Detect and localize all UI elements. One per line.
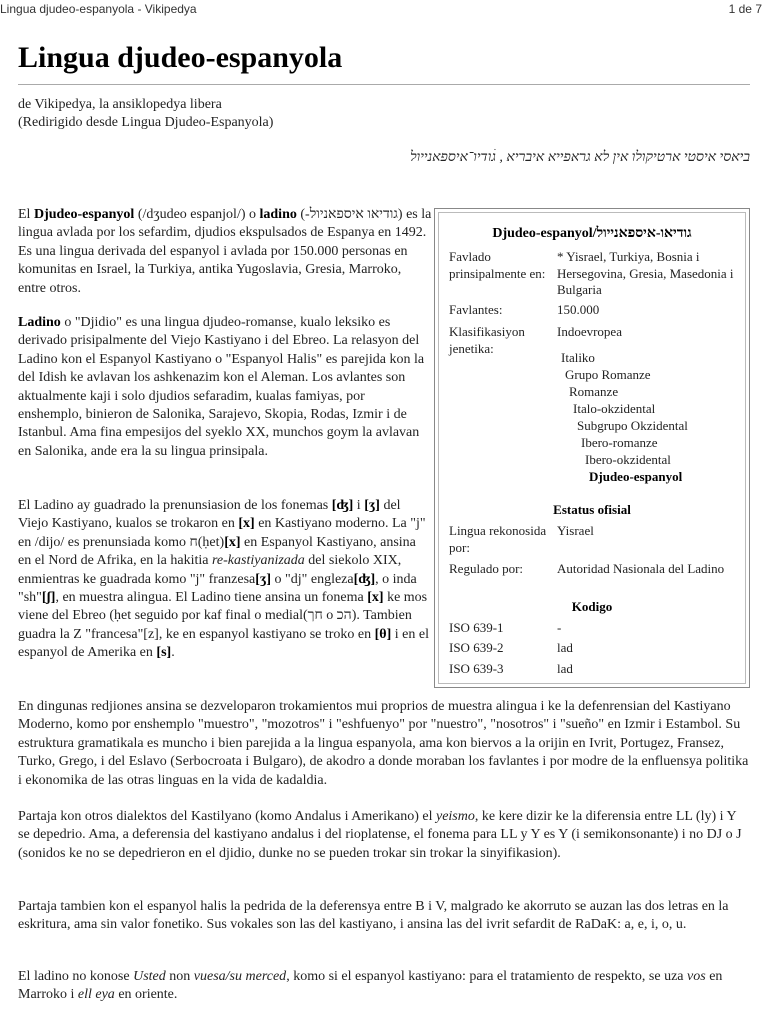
text: non (165, 969, 194, 984)
print-header-page: 1 de 7 (728, 2, 762, 16)
paragraph-yeismo (18, 808, 750, 863)
title-divider (18, 84, 750, 85)
tree-node: Grupo Romanze (565, 367, 651, 382)
phoneme: [θ] (374, 626, 392, 642)
term-djudeo-espanyol: Djudeo-espanyol (33, 207, 135, 222)
emphasis: vuesa/su merced (193, 969, 287, 984)
language-infobox (434, 208, 750, 688)
infobox-title: Djudeo-espanyol/גודיאו-איספאנייול (492, 226, 692, 241)
text: o "dj" engleza (271, 571, 354, 587)
tree-node: Subgrupo Okzidental (577, 418, 688, 433)
iso3-label: ISO 639-3 (449, 661, 504, 676)
text: en Kastiyano moderno. La "j" en /dijo/ es prenunsiada komo ח(ḥet) (18, 516, 426, 550)
text: i (353, 498, 365, 513)
favlantes-value: 150.000 (557, 302, 600, 317)
regulado-label: Regulado por: (449, 561, 524, 576)
text: , komo si el espanyol kastiyano: para el tratamiento de respekto, se uza (286, 969, 688, 984)
phoneme: [s] (156, 645, 172, 661)
lingua-value: Yisrael (557, 523, 594, 538)
text: , ke kere dizir ke la diferensia entre LL (ly) i Y se depedrio. Ama, a deferensia del kastiyano andalus i del rioplatense, el fonema para LL y Y es Y (i semikonsonante) i no DJ o J (sonidos ke no se depedrieron en el djidio, dunke no se pueden trokar sin trokar la sinyifikasion). (18, 809, 742, 861)
tree-node: Italo-okzidental (573, 401, 656, 416)
print-header (0, 0, 768, 20)
text: del siekolo XIX, enmientras ke guadrada komo "j" franzesa (18, 553, 402, 587)
iso1-label: ISO 639-1 (449, 620, 504, 635)
term-ladino: ladino (259, 207, 297, 222)
text: , en muestra alingua. El Ladino tiene ansina un fonema (55, 590, 368, 606)
klasifikasiyon-label: Klasifikasiyon jenetika: (449, 324, 525, 356)
text: en Marroko i (18, 969, 723, 1003)
emphasis: re-kastiyanizada (211, 553, 305, 569)
estatus-heading: Estatus ofisial (553, 502, 631, 517)
text: i en el espanyol de Amerika en (18, 626, 429, 661)
print-header-title: Lingua djudeo-espanyola - Vikipedya (0, 2, 197, 16)
text: en Espanyol Kastiyano, ansina en el Nord de Afrika, en la hakitia (18, 534, 416, 569)
tree-node: Romanze (569, 384, 619, 399)
text: El Ladino ay guadrado la prenunsiasion de los fonemas (18, 498, 332, 513)
paragraph-intro (18, 206, 432, 298)
text: ke mos viene del Ebreo (ḥet seguido por kaf final o medial(חך o הכ). Tambien guadra la Z "francesa"[z], ke en espanyol kastiyano se troko en (18, 590, 428, 642)
klasifikasiyon-value: Indoevropea (557, 324, 622, 339)
favlado-value: * Yisrael, Turkiya, Bosnia i Hersegovina, Gresia, Masedonia i Bulgaria (557, 249, 734, 297)
site-subtitle: de Vikipedya, la ansiklopedya libera (18, 97, 222, 112)
phoneme: [x] (238, 516, 255, 532)
iso3-value: lad (557, 661, 573, 676)
infobox-inner (438, 212, 746, 684)
paragraph-vocabulary: En dingunas redjiones ansina se dezveloparon trokamientos mui proprios de muestra alingua i ke la defenrensian del Kastiyano Moderno, komo por enshemplo "muestro", "mozotros" i "eshfuenyo" por "nuestro", "nosotros" i "sueño" en Izmir i Estambol. Su estruktura gramatikala es muncho i bien parejida a la lingua espanyola, ama kon biervos a la orijin en Ivrit, Portugez, Fransez, Turko, Grego, i del Eslavo (Serbocroata i Bulgaro), de akodro a donde moraban los favlantes i por modre de la enfluensya politika i ekonomika de las otras linguas en la vida de kadaldia. (18, 699, 749, 788)
phoneme: [x] (367, 590, 384, 606)
lingua-label: Lingua rekonosida por: (449, 523, 547, 555)
regulado-value: Autoridad Nasionala del Ladino (557, 561, 725, 576)
text: del Viejo Kastiyano, kualos se trokaron en (18, 498, 401, 532)
text: o "Djidio" es una lingua djudeo-romanse, kualo leksiko es derivado prisipalmente del Viejo Kastiyano i del Ebreo. La relasyon del Ladino kon el Espanyol Kastiyano o "Espanyol Halis" es parejida kon la del Idish ke avlavan los ashkenazim kon el Aleman. Los avlantes son aktualmente kaji i solo djudios sefaradim, kualas famiyas, por enshemplo, binieron de Salonika, Sarajevo, Skopia, Rodas, Izmir i de Istanbul. Ama fina empesijos del syeklo XX, munchos goym la avlavan en Salonika, ande era la su lingua prinsipala. (18, 315, 425, 459)
term-ladino: Ladino (18, 315, 61, 330)
tree-node-current: Djudeo-espanyol (589, 469, 683, 484)
text: Partaja kon otros dialektos del Kastilyano (komo Andalus i Amerikano) el (18, 809, 436, 824)
text: El (18, 207, 34, 222)
emphasis: Usted (133, 969, 166, 984)
phoneme: [ʤ] (353, 571, 376, 587)
text: (/dʒudeo espanjol/) o (134, 207, 260, 222)
text: en oriente. (114, 987, 178, 1003)
favlantes-label: Favlantes: (449, 302, 503, 317)
phoneme: [x] (224, 534, 241, 550)
text: El ladino no konose (18, 969, 134, 984)
text: . (171, 645, 175, 661)
emphasis: vos (687, 969, 706, 984)
phoneme: [ʤ] (331, 498, 354, 513)
emphasis: yeismo (435, 809, 475, 824)
tree-node: Ibero-okzidental (585, 452, 671, 467)
page-title: Lingua djudeo-espanyola (18, 41, 343, 74)
subtitle (18, 96, 273, 132)
text: (-גודיאו איספאניול) es la lingua avlada por los sefardim, djudios ekspulsados de Espanya en 1492. Es una lingua derivada del espanyol i avlada por 150.000 personas en komunitas en Israel, la Turkiya, antika Yugoslavia, Gresia, Marroko, entre otros. (18, 207, 432, 296)
redirect-note: (Redirigido desde Lingua Djudeo-Espanyola) (18, 115, 274, 130)
iso1-value: - (557, 620, 562, 635)
tree-node: Italiko (561, 350, 595, 365)
phoneme: [ʒ] (255, 571, 272, 587)
iso2-label: ISO 639-2 (449, 640, 504, 655)
paragraph-ladino (18, 314, 432, 461)
favlado-label: Favlado prinsipalmente en: (449, 249, 546, 281)
paragraph-vowels: Partaja tambien kon el espanyol halis la pedrida de la deferensya entre B i V, malgrado ke akorruto se auzan las dos letras en la eskritura, ama sin valor fonetiko. Sus vokales son las del kastiyano, i ansina las del ivrit sefardit de RaDaK: a, e, i, o, u. (18, 899, 729, 933)
kodigo-heading: Kodigo (571, 599, 613, 614)
phoneme: [ʃ] (41, 590, 56, 606)
phoneme: [ʒ] (364, 498, 380, 513)
tree-node: Ibero-romanze (581, 435, 658, 450)
emphasis: ell eya (77, 987, 115, 1003)
text: , o inda "sh" (18, 571, 417, 606)
paragraph-usted (18, 968, 750, 1005)
paragraph-phonology (18, 497, 432, 663)
iso2-value: lad (557, 640, 573, 655)
hebrew-script-note: ביאסי איסטי ארטיקולו אין לא גראפייא איבריא , גׄודיו־איספאנייול (410, 150, 750, 165)
